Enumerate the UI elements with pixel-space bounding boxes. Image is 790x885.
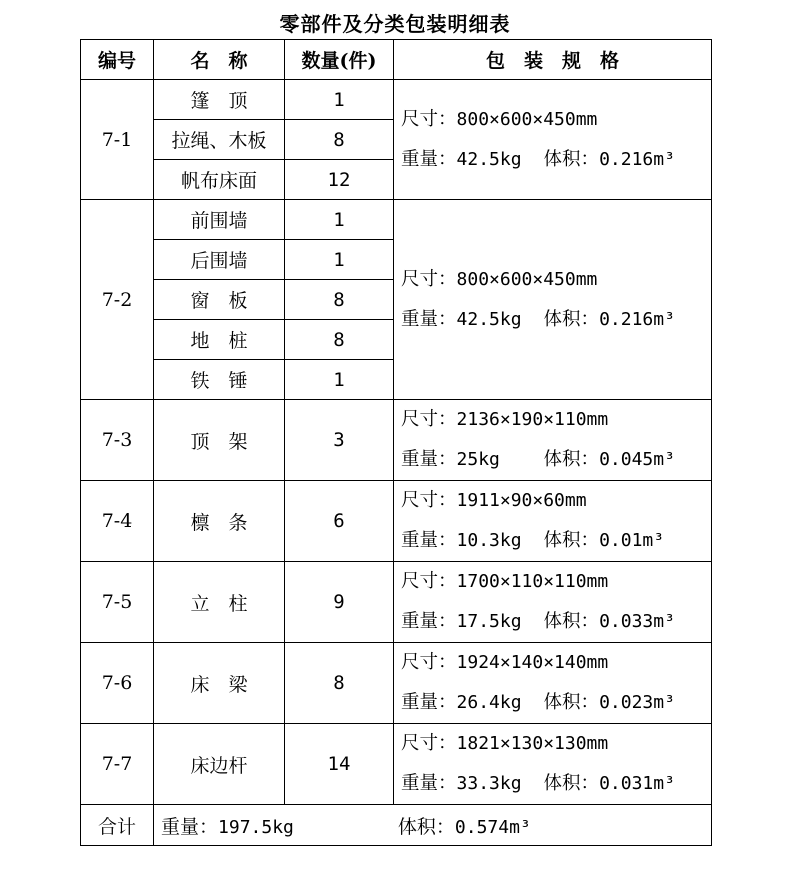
size-value: 2136×190×110mm bbox=[456, 409, 609, 430]
spec-size-line bbox=[401, 400, 711, 440]
table-row bbox=[81, 80, 712, 120]
size-value: 1911×90×60mm bbox=[456, 490, 587, 511]
weight-value: 17.5kg bbox=[456, 611, 522, 632]
item-name: 立 柱 bbox=[154, 562, 285, 643]
item-name: 地 桩 bbox=[154, 320, 285, 360]
item-name: 铁 锤 bbox=[154, 360, 285, 400]
packing-spec bbox=[394, 562, 712, 643]
size-value: 800×600×450mm bbox=[456, 268, 598, 290]
weight-value: 42.5kg bbox=[456, 148, 522, 170]
weight-value: 42.5kg bbox=[456, 308, 522, 330]
total-weight-value: 197.5kg bbox=[218, 816, 294, 838]
size-label: 尺寸： bbox=[401, 490, 457, 511]
packing-spec bbox=[394, 643, 712, 724]
table-row bbox=[81, 200, 712, 240]
group-code: 7-7 bbox=[81, 724, 154, 805]
spec-weight-volume-line bbox=[401, 683, 711, 723]
packing-spec bbox=[394, 80, 712, 200]
item-qty: 1 bbox=[285, 200, 394, 240]
weight-value: 26.4kg bbox=[456, 692, 522, 713]
spec-size-line bbox=[401, 100, 711, 140]
spec-size-line bbox=[401, 643, 711, 683]
table-row bbox=[81, 643, 712, 724]
item-name: 床 梁 bbox=[154, 643, 285, 724]
total-weight-label: 重量： bbox=[161, 815, 219, 838]
size-label: 尺寸： bbox=[401, 268, 457, 290]
packing-spec bbox=[394, 481, 712, 562]
spec-weight-volume-line bbox=[401, 764, 711, 804]
item-qty: 8 bbox=[285, 643, 394, 724]
spec-size-line bbox=[401, 481, 711, 521]
volume-label: 体积： bbox=[543, 773, 600, 794]
size-label: 尺寸： bbox=[401, 733, 457, 754]
table-row bbox=[81, 400, 712, 481]
header-name: 名 称 bbox=[154, 40, 285, 80]
total-volume-label: 体积： bbox=[397, 815, 455, 838]
table-row bbox=[81, 562, 712, 643]
size-label: 尺寸： bbox=[401, 409, 457, 430]
item-qty: 1 bbox=[285, 80, 394, 120]
header-spec: 包 装 规 格 bbox=[394, 40, 712, 80]
size-label: 尺寸： bbox=[401, 108, 457, 130]
weight-value: 25kg bbox=[456, 449, 500, 470]
volume-value: 0.023m³ bbox=[599, 692, 675, 713]
header-qty: 数量(件) bbox=[285, 40, 394, 80]
group-code: 7-2 bbox=[81, 200, 154, 400]
volume-value: 0.216m³ bbox=[599, 308, 675, 330]
size-value: 1821×130×130mm bbox=[456, 733, 609, 754]
volume-label: 体积： bbox=[543, 148, 600, 170]
weight-value: 10.3kg bbox=[456, 530, 522, 551]
weight-value: 33.3kg bbox=[456, 773, 522, 794]
group-code: 7-1 bbox=[81, 80, 154, 200]
item-qty: 12 bbox=[285, 160, 394, 200]
table-row bbox=[81, 724, 712, 805]
spec-weight-volume-line bbox=[401, 300, 711, 340]
weight-label: 重量： bbox=[401, 692, 457, 713]
weight-label: 重量： bbox=[401, 148, 457, 170]
item-qty: 6 bbox=[285, 481, 394, 562]
spec-weight-volume-line bbox=[401, 602, 711, 642]
total-summary bbox=[154, 805, 712, 846]
group-code: 7-4 bbox=[81, 481, 154, 562]
item-qty: 8 bbox=[285, 320, 394, 360]
volume-label: 体积： bbox=[543, 692, 600, 713]
weight-label: 重量： bbox=[401, 308, 457, 330]
volume-value: 0.045m³ bbox=[599, 449, 675, 470]
weight-label: 重量： bbox=[401, 611, 457, 632]
header-row bbox=[81, 40, 712, 80]
item-name: 床边杆 bbox=[154, 724, 285, 805]
table-row bbox=[81, 481, 712, 562]
item-qty: 1 bbox=[285, 360, 394, 400]
item-name: 檩 条 bbox=[154, 481, 285, 562]
item-name: 窗 板 bbox=[154, 280, 285, 320]
spec-size-line bbox=[401, 724, 711, 764]
size-value: 1924×140×140mm bbox=[456, 652, 609, 673]
spec-size-line bbox=[401, 260, 711, 300]
size-label: 尺寸： bbox=[401, 571, 457, 592]
item-name: 帆布床面 bbox=[154, 160, 285, 200]
item-qty: 14 bbox=[285, 724, 394, 805]
volume-label: 体积： bbox=[543, 449, 600, 470]
total-row bbox=[81, 805, 712, 846]
header-code: 编号 bbox=[81, 40, 154, 80]
item-qty: 9 bbox=[285, 562, 394, 643]
weight-label: 重量： bbox=[401, 773, 457, 794]
spec-weight-volume-line bbox=[401, 440, 711, 480]
group-code: 7-6 bbox=[81, 643, 154, 724]
item-name: 前围墙 bbox=[154, 200, 285, 240]
volume-value: 0.033m³ bbox=[599, 611, 675, 632]
item-qty: 3 bbox=[285, 400, 394, 481]
size-value: 1700×110×110mm bbox=[456, 571, 609, 592]
item-qty: 1 bbox=[285, 240, 394, 280]
volume-label: 体积： bbox=[543, 530, 600, 551]
weight-label: 重量： bbox=[401, 449, 457, 470]
volume-label: 体积： bbox=[543, 308, 600, 330]
total-label: 合计 bbox=[81, 805, 154, 846]
item-qty: 8 bbox=[285, 120, 394, 160]
packing-spec bbox=[394, 724, 712, 805]
volume-value: 0.01m³ bbox=[599, 530, 665, 551]
parts-packing-table bbox=[80, 39, 712, 846]
group-code: 7-5 bbox=[81, 562, 154, 643]
item-name: 拉绳、木板 bbox=[154, 120, 285, 160]
volume-value: 0.031m³ bbox=[599, 773, 675, 794]
spec-size-line bbox=[401, 562, 711, 602]
item-qty: 8 bbox=[285, 280, 394, 320]
size-value: 800×600×450mm bbox=[456, 108, 598, 130]
volume-label: 体积： bbox=[543, 611, 600, 632]
item-name: 篷 顶 bbox=[154, 80, 285, 120]
weight-label: 重量： bbox=[401, 530, 457, 551]
spec-weight-volume-line bbox=[401, 140, 711, 180]
item-name: 后围墙 bbox=[154, 240, 285, 280]
packing-spec bbox=[394, 200, 712, 400]
volume-value: 0.216m³ bbox=[599, 148, 675, 170]
total-volume-value: 0.574m³ bbox=[454, 816, 531, 838]
packing-spec bbox=[394, 400, 712, 481]
document-title: 零部件及分类包装明细表 bbox=[279, 12, 511, 36]
item-name: 顶 架 bbox=[154, 400, 285, 481]
size-label: 尺寸： bbox=[401, 652, 457, 673]
group-code: 7-3 bbox=[81, 400, 154, 481]
spec-weight-volume-line bbox=[401, 521, 711, 561]
